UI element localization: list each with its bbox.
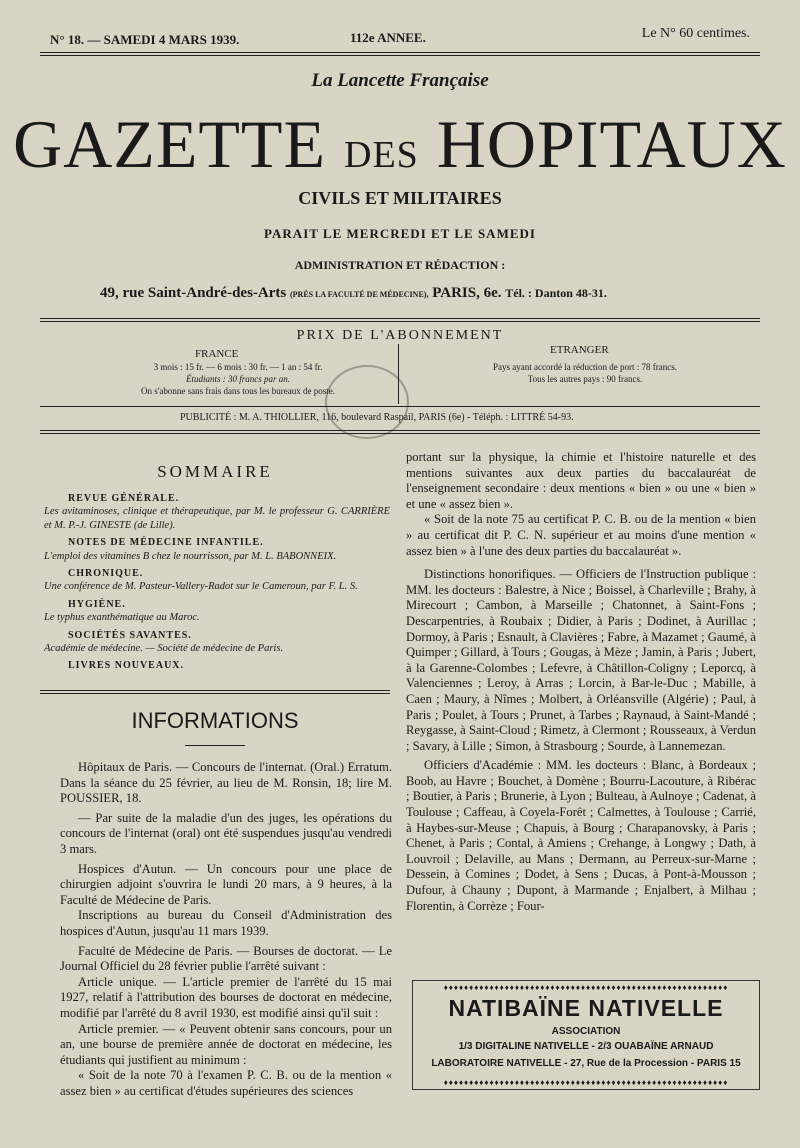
price: Le N° 60 centimes. [641,26,750,41]
issue-line [50,28,750,50]
address-street: 49, rue Saint-André-des-Arts [100,285,287,301]
info-paragraph: « Soit de la note 70 à l'examen P. C. B. ou de la mention « assez bien » au certificat d'études supérieures des sciences [60,1068,392,1098]
sommaire-heading: SOCIÉTÉS SAVANTES. [68,629,192,641]
address-rule-2 [40,321,760,322]
sommaire-item: Les avitaminoses, clinique et thérapeutique, par M. le professeur G. CARRIÈRE et M. P.-J. GINESTE (de Lille). [44,506,390,531]
sommaire-heading: LIVRES NOUVEAUX. [68,660,185,672]
info-paragraph: Article premier. — « Peuvent obtenir sans concours, pour un an, une bourse de première année de doctorat en médecine, les étudiants qui justifient au minimum : [60,1021,392,1067]
ad-border-top: ♦♦♦♦♦♦♦♦♦♦♦♦♦♦♦♦♦♦♦♦♦♦♦♦♦♦♦♦♦♦♦♦♦♦♦♦♦♦♦♦♦♦♦♦♦♦♦♦♦♦♦♦♦♦♦♦ [443,983,729,992]
ad-brand: NATIBAÏNE NATIVELLE [448,995,724,1021]
title-des: DES [344,134,419,176]
admin-heading: ADMINISTRATION ET RÉDACTION : [294,258,506,272]
sommaire-title: SOMMAIRE [157,462,273,481]
title-gazette: GAZETTE [13,106,326,182]
info-paragraph: Hospices d'Autun. — Un concours pour une place de chirurgien adjoint s'ouvrira le lundi 20 mars, à 9 heures, à la Faculté de Médecine de Paris. [60,861,392,907]
france-title: FRANCE [195,348,239,360]
title-hopitaux: HOPITAUX [436,106,787,182]
address [100,285,607,302]
sommaire-heading: HYGIÈNE. [68,598,126,610]
top-rule [40,52,760,53]
sommaire-rule [40,690,390,691]
sommaire-item: Le typhus exanthématique au Maroc. [44,612,200,624]
publicite-line: PUBLICITÉ : M. A. THIOLLIER, 116, boulevard Raspail, PARIS (6e) - Téléph. : LITTRÉ 54-93. [180,412,574,423]
right-column [406,450,756,914]
informations-body [60,760,392,1099]
etranger-reduced: Pays ayant accordé la réduction de port : 78 francs. [493,362,677,372]
sommaire-heading: NOTES DE MÉDECINE INFANTILE. [68,537,264,549]
right-paragraph: portant sur la physique, la chimie et l'histoire naturelle et des mentions suivantes aux deux parties du baccalauréat de l'enseignement secondaire : deux mentions « bien » ou une « bien » et une « assez bien ». [406,450,756,511]
sommaire-list [44,492,390,673]
address-note: (PRÈS LA FACULTÉ DE MÉDECINE), [289,290,429,299]
sommaire-item: Une conférence de M. Pasteur-Vallery-Radot sur le Cameroun, par F. L. S. [44,581,358,593]
subscription-title: PRIX DE L'ABONNEMENT [296,328,504,343]
sommaire-item: L'emploi des vitamines B chez le nourrisson, par M. L. BABONNEIX. [44,550,337,562]
right-paragraph: « Soit de la note 75 au certificat P. C. B. ou de la mention « bien » au certificat dit P. C. N. supérieur et au moins d'une mention « assez bien » à l'une des deux parties du baccalauréat ». [406,512,756,558]
address-city: PARIS, 6e. [432,285,502,301]
advertisement [412,980,760,1090]
info-paragraph: — Par suite de la maladie d'un des juges, les opérations du concours de l'internat (oral) ont été suspendues jusqu'au vendredi 3 mars. [60,810,392,856]
year: 112e ANNEE. [350,30,426,45]
masthead-title [0,104,800,195]
postal-stamp [325,365,409,439]
sommaire-item: Académie de médecine. — Société de médecine de Paris. [44,643,284,655]
publication-days: PARAIT LE MERCREDI ET LE SAMEDI [264,226,536,241]
info-paragraph: Hôpitaux de Paris. — Concours de l'internat. (Oral.) Erratum. Dans la séance du 25 février, au lieu de M. Ronsin, 18; lire M. POUSSIER, 18. [60,760,392,806]
masthead-civils: CIVILS ET MILITAIRES [298,188,502,208]
masthead-subtitle: La Lancette Française [311,70,489,91]
issue-number: N° 18. — SAMEDI 4 MARS 1939. [50,32,240,47]
address-rule [40,318,760,319]
sommaire-rule-2 [40,693,390,694]
info-paragraph: Faculté de Médecine de Paris. — Bourses de doctorat. — Le Journal Officiel du 28 février publie l'arrêté suivant : [60,943,392,974]
france-students: Étudiants : 30 francs par an. [185,374,290,384]
france-post: On s'abonne sans frais dans tous les bureaux de poste. [140,386,336,396]
address-tel: Tél. : Danton 48-31. [505,286,607,300]
right-paragraph: Distinctions honorifiques. — Officiers de l'Instruction publique : MM. les docteurs : Balestre, à Nice ; Boissel, à Charleville ; Brahy, à Mirecourt ; Cambon, à Marseille ; Chatonnet, à Saint-Fons ; Descarpentries, à Roubaix ; Didier, à Paris ; Dodinet, à Aurillac ; Dormoy, à Paris ; Esnault, à Clavières ; Fabre, à Mazamet ; Gaumé, à Quimper ; Gillard, à Tours ; Gougas, à Mèze ; Jamin, à Paris ; Jubert, à la Garenne-Colombes ; Lefevre, à Châtillon-Coligny ; Leporcq, à Valenciennes ; Leroy, à Arras ; Lorcin, à Bar-le-Duc ; Mabille, à Caen ; Maury, à Nîmes ; Molbert, à Orléansville (Algérie) ; Paul, à Paris ; Poulet, à Tours ; Prunet, à Tarbes ; Raynaud, à Saint-Mandé ; Reygasse, à Saint-Cloud ; Rimetz, à Clermont ; Rousseaux, à Verdun ; Savary, à Lille ; Simon, à Strasbourg ; Sourde, à Lannemezan. [406,567,756,753]
ad-border-bottom: ♦♦♦♦♦♦♦♦♦♦♦♦♦♦♦♦♦♦♦♦♦♦♦♦♦♦♦♦♦♦♦♦♦♦♦♦♦♦♦♦♦♦♦♦♦♦♦♦♦♦♦♦♦♦♦♦ [443,1078,729,1087]
ad-association: ASSOCIATION [551,1026,621,1037]
etranger-other: Tous les autres pays : 90 francs. [527,374,643,384]
ad-composition: 1/3 DIGITALINE NATIVELLE - 2/3 OUABAÏNE ARNAUD [458,1041,714,1052]
pub-rule-bottom [40,430,760,431]
etranger-title: ETRANGER [550,344,609,356]
france-rates: 3 mois : 15 fr. — 6 mois : 30 fr. — 1 an : 54 fr. [153,362,323,372]
informations-rule [185,745,245,746]
right-paragraph: Officiers d'Académie : MM. les docteurs : Blanc, à Bordeaux ; Boob, au Havre ; Bouchet, à Domène ; Bourru-Lacouture, à Ribérac ; Boutier, à Paris ; Brunerie, à Lyon ; Bulteau, à Aulnoye ; Cadenat, à Toulouse ; Caffeau, à Coyela-Forêt ; Calmettes, à Toulouse ; Carrié, à Haybes-sur-Meuse ; Chapuis, à Bourg ; Charapanovsky, à Paris ; Chenet, à Paris ; Contal, à Amiens ; Crehange, à Longwy ; Dath, à Louvroil ; Delaville, au Mans ; Dermann, au Perreux-sur-Marne ; Dessein, à Comines ; Dodet, à Sens ; Ducas, à Pont-à-Mousson ; Dufour, à Chauny ; Dupont, à Marmande ; Enjalbert, à Milhau ; Florentin, à Corrèze ; Four- [406,758,756,913]
sommaire-heading: CHRONIQUE. [68,568,144,580]
pub-rule-bottom-2 [40,433,760,434]
top-rule-2 [40,55,760,56]
info-paragraph: Article unique. — L'article premier de l'arrêté du 15 mai 1927, relatif à l'attribution des bourses de doctorat en médecine, modifié par l'arrêté du 8 avril 1930, est modifié ainsi qu'il suit : [60,974,392,1020]
ad-laboratory: LABORATOIRE NATIVELLE - 27, Rue de la Procession - PARIS 15 [431,1058,741,1069]
sommaire-heading: REVUE GÉNÉRALE. [68,493,180,504]
informations-title: INFORMATIONS [131,708,299,733]
info-paragraph: Inscriptions au bureau du Conseil d'Administration des hospices d'Autun, jusqu'au 11 mars 1939. [60,908,392,938]
